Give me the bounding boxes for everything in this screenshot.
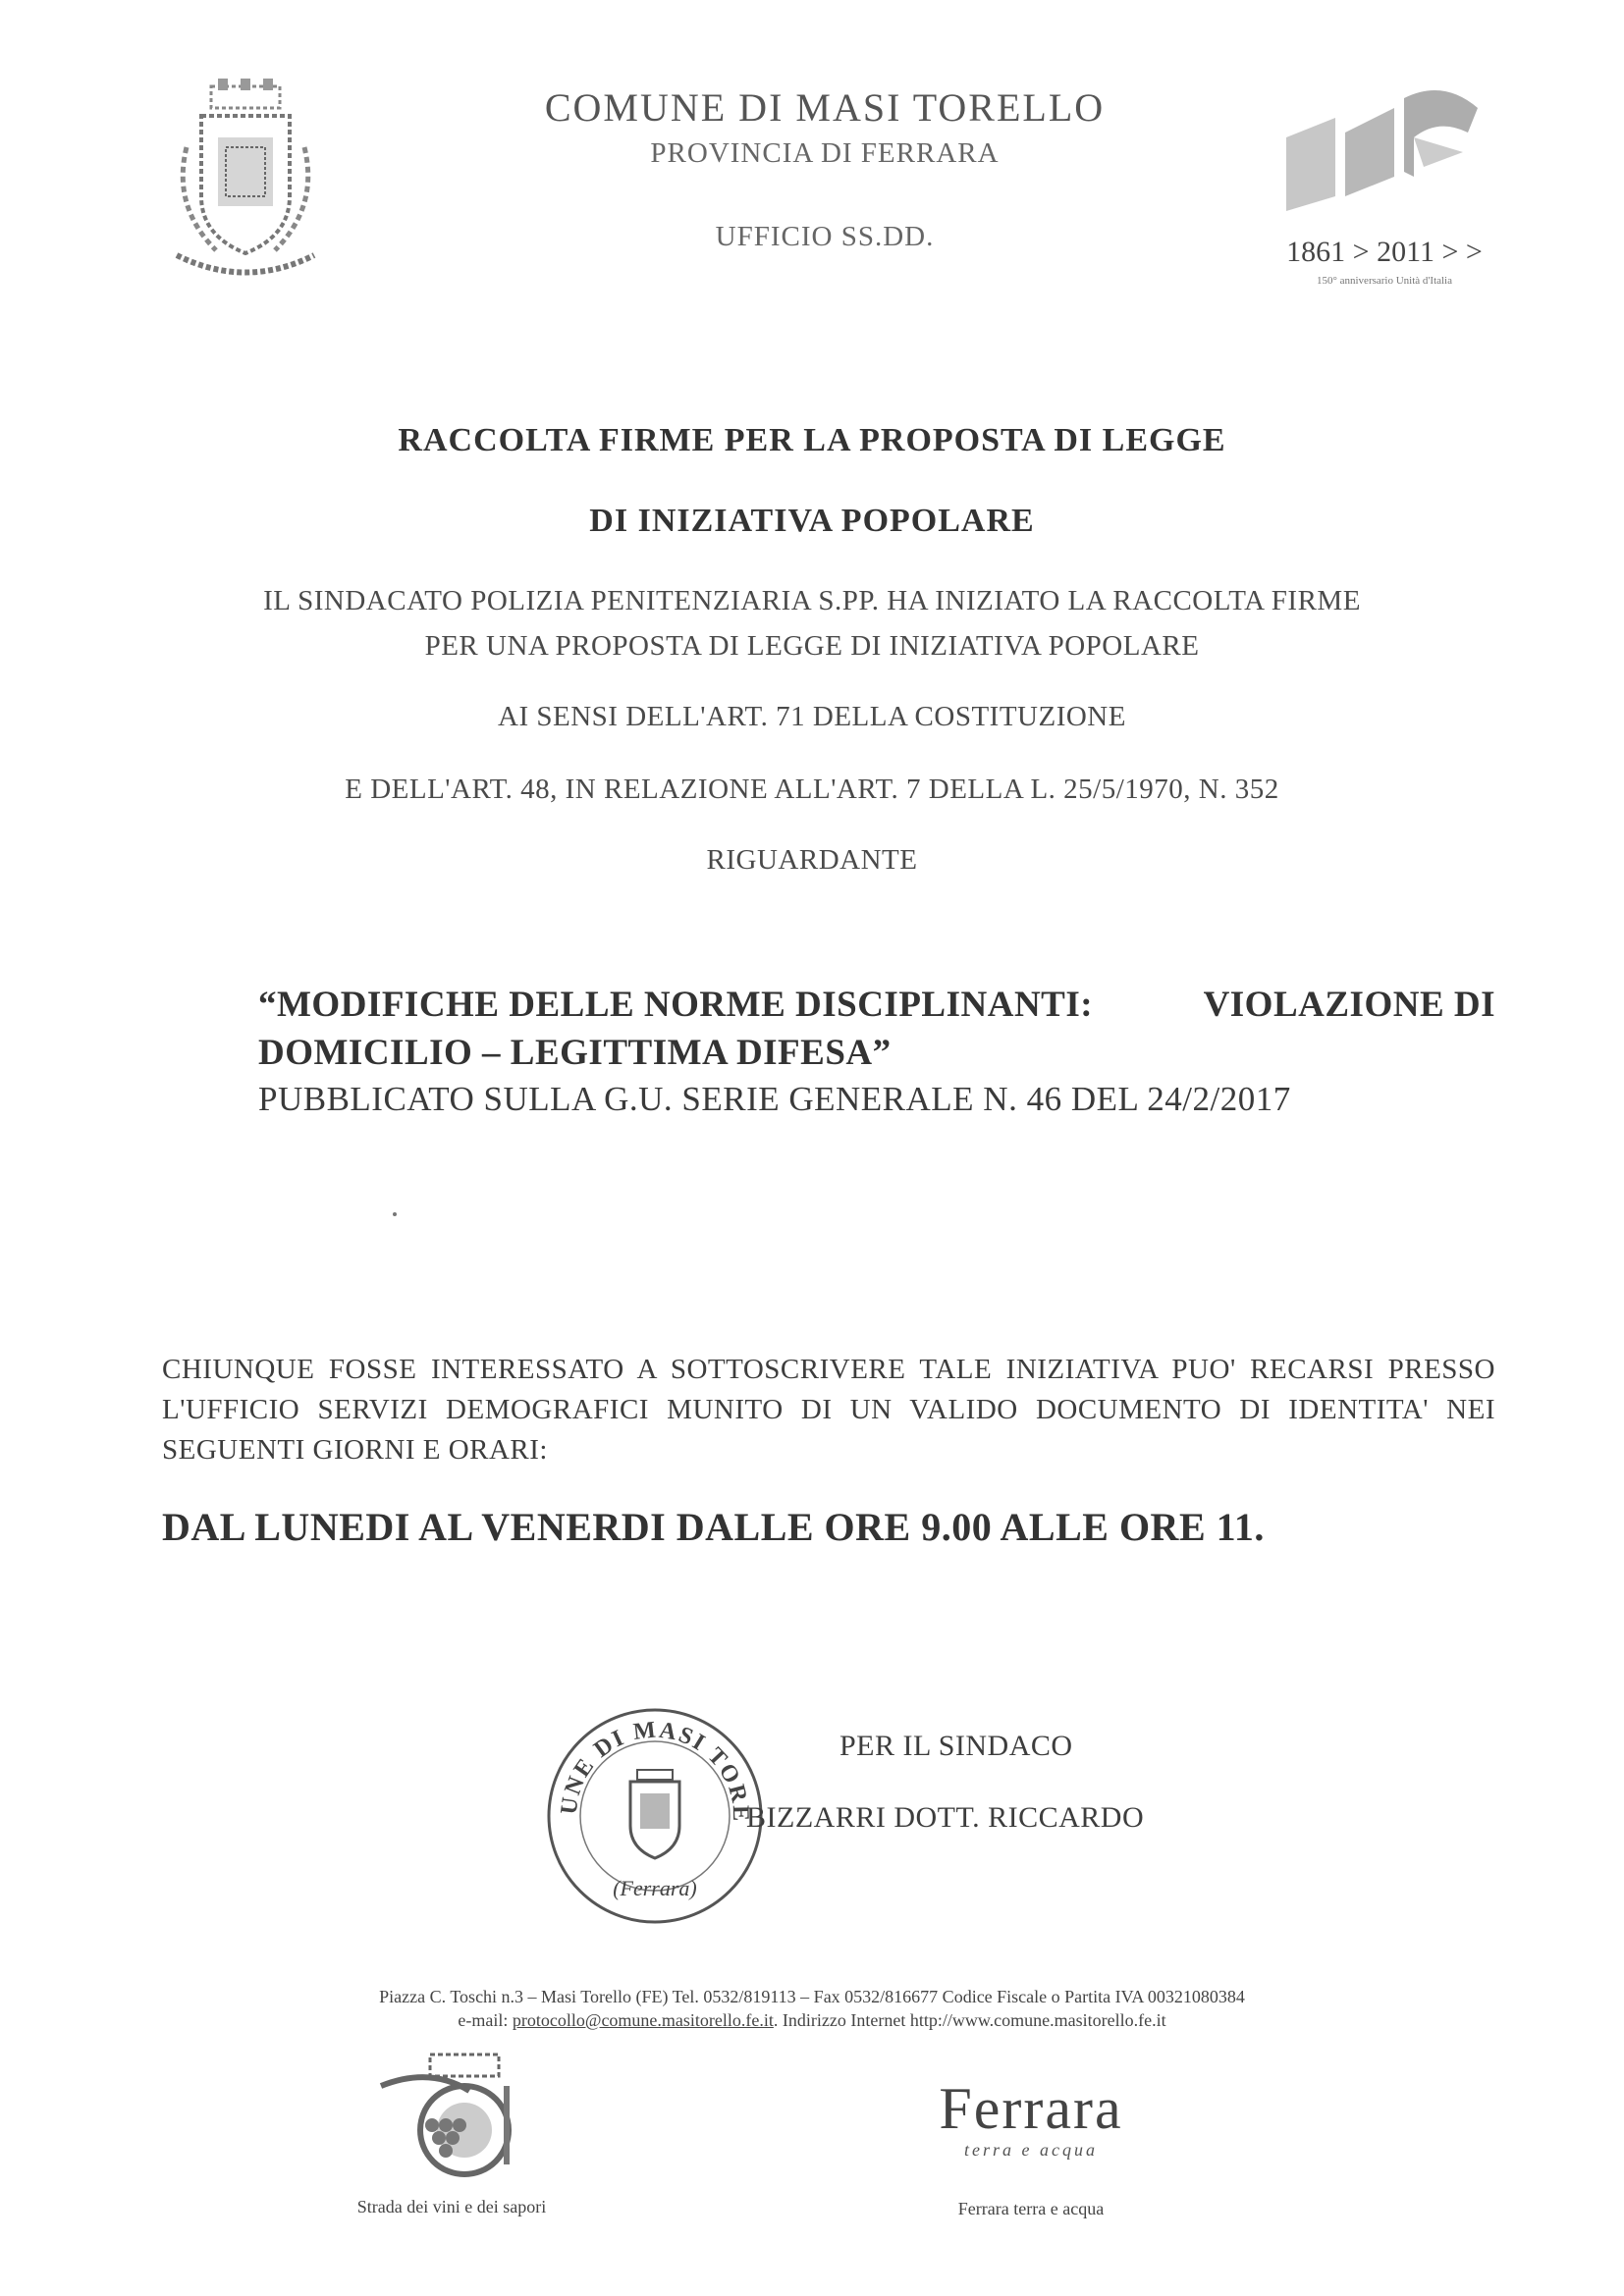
scan-speck: [393, 1212, 397, 1216]
wine-road-caption: Strada dei vini e dei sapori: [356, 2197, 547, 2216]
ferrara-logo: [884, 2076, 1178, 2161]
footer-email-link[interactable]: protocollo@comune.masitorello.fe.it: [512, 2010, 774, 2030]
municipal-crest-logo: [157, 79, 334, 285]
law-subject: [258, 982, 1495, 1078]
intro-line4: E DELL'ART. 48, IN RELAZIONE ALL'ART. 7 DELLA L. 25/5/1970, N. 352: [345, 774, 1279, 805]
footer-address: Piazza C. Toschi n.3 – Masi Torello (FE) Tel. 0532/819113 – Fax 0532/816677 Codice Fiscale o Partita IVA 00321080384: [379, 1987, 1245, 2006]
stamp-text-top-path: UNE DI MASI TORE: [556, 1717, 754, 1824]
document-title-line2: DI INIZIATIVA POPOLARE: [589, 503, 1035, 539]
footer-contacts: [0, 2010, 1624, 2031]
document-title-line1: RACCOLTA FIRME PER LA PROPOSTA DI LEGGE: [398, 422, 1226, 458]
signing-schedule: DAL LUNEDI AL VENERDI DALLE ORE 9.00 ALLE ORE 11.: [162, 1505, 1265, 1549]
signing-notice: CHIUNQUE FOSSE INTERESSATO A SOTTOSCRIVERE TALE INIZIATIVA PUO' RECARSI PRESSO L'UFFICIO SERVIZI DEMOGRAFICI MUNITO DI UN VALIDO DOCUMENTO DI IDENTITA' NEI SEGUENTI GIORNI E ORARI:: [162, 1354, 1495, 1467]
office-name: UFFICIO SS.DD.: [715, 221, 935, 252]
mayor-name: BIZZARRI DOTT. RICCARDO: [746, 1801, 1145, 1834]
law-subject-line1-part2: VIOLAZIONE DI: [1203, 985, 1495, 1025]
anniversary-subtitle: 150° anniversario Unità d'Italia: [1316, 275, 1453, 287]
intro-line3: AI SENSI DELL'ART. 71 DELLA COSTITUZIONE: [498, 701, 1126, 732]
intro-line1: IL SINDACATO POLIZIA PENITENZIARIA S.PP. HA INIZIATO LA RACCOLTA FIRME: [263, 585, 1361, 616]
for-mayor-label: PER IL SINDACO: [839, 1730, 1073, 1762]
law-subject-line1: [258, 982, 1495, 1030]
town-name: COMUNE DI MASI TORELLO: [544, 85, 1106, 130]
publication-info: PUBBLICATO SULLA G.U. SERIE GENERALE N. 46 DEL 24/2/2017: [258, 1080, 1291, 1118]
footer-internet: . Indirizzo Internet http://www.comune.masitorello.fe.it: [773, 2010, 1166, 2030]
law-subject-line2: DOMICILIO – LEGITTIMA DIFESA”: [258, 1032, 892, 1073]
intro-line5: RIGUARDANTE: [706, 844, 918, 876]
province-name: PROVINCIA DI FERRARA: [650, 137, 1000, 169]
ferrara-logo-word: Ferrara: [939, 2076, 1123, 2141]
intro-line2: PER UNA PROPOSTA DI LEGGE DI INIZIATIVA POPOLARE: [424, 630, 1200, 662]
law-subject-line1-part1: “MODIFICHE DELLE NORME DISCIPLINANTI:: [258, 985, 1094, 1025]
footer-email-prefix: e-mail:: [458, 2010, 513, 2030]
municipal-stamp: [542, 1703, 768, 1929]
wine-road-logo: [371, 2047, 528, 2184]
ferrara-logo-tagline: terra e acqua: [964, 2140, 1098, 2160]
stamp-text-bottom: (Ferrara): [613, 1876, 697, 1900]
anniversary-years: 1861 > 2011 > >: [1286, 236, 1483, 268]
header-block: [471, 86, 1178, 253]
ferrara-caption: Ferrara terra e acqua: [957, 2199, 1105, 2218]
